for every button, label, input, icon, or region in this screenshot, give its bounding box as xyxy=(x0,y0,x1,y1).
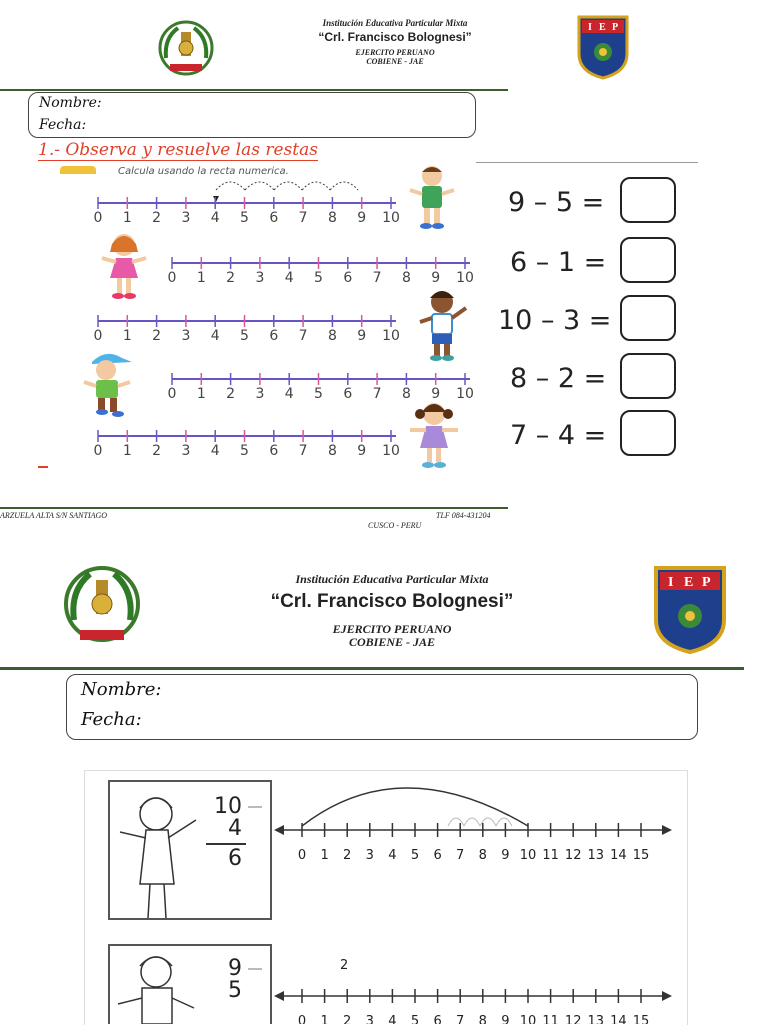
tick-label-l2-6: 6 xyxy=(343,270,353,286)
svg-text:P: P xyxy=(702,575,711,590)
tick-label-p2-l2-3: 3 xyxy=(365,1014,374,1024)
divider-line xyxy=(476,162,698,163)
tick-label-l5-8: 8 xyxy=(327,443,337,459)
result-1: 6 xyxy=(228,846,242,871)
number-lines-page2 xyxy=(270,770,680,1024)
tick-label-l3-5: 5 xyxy=(240,328,249,344)
tick-label-p2-l1-14: 14 xyxy=(610,848,627,863)
tick-label-p2-l1-13: 13 xyxy=(587,848,605,863)
tick-label-l3-2: 2 xyxy=(152,328,162,344)
tick-label-l1-1: 1 xyxy=(122,210,132,226)
tick-label-l5-0: 0 xyxy=(93,443,103,459)
tick-label-l4-5: 5 xyxy=(314,386,323,402)
tick-label-p2-l2-4: 4 xyxy=(388,1014,397,1024)
tick-label-l1-3: 3 xyxy=(181,210,191,226)
hand-note: 2 xyxy=(340,958,349,973)
tick-label-p2-l1-5: 5 xyxy=(410,848,420,863)
tick-label-l1-2: 2 xyxy=(152,210,162,226)
school-name: “Crl. Francisco Bolognesi” xyxy=(318,30,472,44)
tick-label-l5-1: 1 xyxy=(122,443,132,459)
tick-label-p2-l1-4: 4 xyxy=(388,848,397,863)
subtrahend-1: 4 xyxy=(228,816,242,841)
tick-label-l2-1: 1 xyxy=(196,270,206,286)
svg-text:E: E xyxy=(684,575,694,590)
tick-label-l3-0: 0 xyxy=(93,328,103,344)
tick-label-l2-10: 10 xyxy=(456,270,474,286)
dash-1 xyxy=(248,806,262,808)
school-name-2: “Crl. Francisco Bolognesi” xyxy=(270,591,514,612)
equation-2: 6 – 1 = xyxy=(510,247,607,278)
tick-label-p2-l2-15: 15 xyxy=(632,1014,650,1024)
answer-box-2[interactable] xyxy=(620,237,676,283)
institution-type-2: Institución Educativa Particular Mixta xyxy=(295,572,489,586)
tick-label-p2-l2-5: 5 xyxy=(410,1014,420,1024)
tick-label-l3-7: 7 xyxy=(298,328,308,344)
tick-label-l2-8: 8 xyxy=(401,270,411,286)
name-date-box-2 xyxy=(66,674,698,740)
tick-label-l1-5: 5 xyxy=(240,210,249,226)
tick-label-p2-l2-1: 1 xyxy=(320,1014,329,1024)
answer-box-4[interactable] xyxy=(620,353,676,399)
tick-label-p2-l1-12: 12 xyxy=(564,848,582,863)
answer-box-5[interactable] xyxy=(620,410,676,456)
equation-1: 9 – 5 = xyxy=(508,187,605,218)
minuend-1: 10 xyxy=(214,794,242,819)
svg-text:I: I xyxy=(588,22,592,33)
tick-label-l5-4: 4 xyxy=(210,443,220,459)
tick-label-p2-l2-12: 12 xyxy=(564,1014,582,1024)
tick-label-p2-l2-8: 8 xyxy=(478,1014,487,1024)
girl-pointing-icon xyxy=(112,784,202,926)
girl-purple-dress-icon xyxy=(404,400,464,470)
name-date-box xyxy=(28,92,476,138)
footer-address: ARZUELA ALTA S/N SANTIAGO xyxy=(0,511,108,520)
svg-text:P: P xyxy=(612,22,619,33)
equation-3: 10 – 3 = xyxy=(498,305,612,336)
tick-label-p2-l2-2: 2 xyxy=(343,1014,352,1024)
name-label-2: Nombre: xyxy=(81,679,162,700)
region-name-2: COBIENE - JAE xyxy=(348,635,436,650)
tick-label-l3-3: 3 xyxy=(181,328,191,344)
region-name: COBIENE - JAE xyxy=(366,56,424,66)
tick-label-l5-7: 7 xyxy=(298,443,308,459)
army-seal-icon-2 xyxy=(60,560,144,654)
tick-label-l5-9: 9 xyxy=(357,443,367,459)
tick-label-p2-l2-6: 6 xyxy=(433,1014,442,1024)
boy-blue-shirt-icon xyxy=(414,288,470,362)
tick-label-p2-l1-10: 10 xyxy=(519,848,537,863)
tick-label-l1-8: 8 xyxy=(327,210,337,226)
girl-pink-dress-icon xyxy=(96,232,152,300)
tick-label-p2-l2-14: 14 xyxy=(610,1014,627,1024)
tick-label-l3-9: 9 xyxy=(357,328,367,344)
school-header-text xyxy=(290,18,500,67)
tick-label-l4-1: 1 xyxy=(196,386,206,402)
tick-label-p2-l1-1: 1 xyxy=(320,848,329,863)
subtrahend-2: 5 xyxy=(228,978,242,1003)
tick-label-l3-6: 6 xyxy=(269,328,279,344)
svg-text:E: E xyxy=(599,22,606,33)
army-name-2: EJERCITO PERUANO xyxy=(332,622,452,636)
tick-label-l4-2: 2 xyxy=(226,386,236,402)
footer-city: CUSCO - PERU xyxy=(368,521,422,530)
sum-line-1 xyxy=(206,843,246,845)
tick-label-l2-0: 0 xyxy=(167,270,177,286)
tick-label-p2-l2-9: 9 xyxy=(501,1014,510,1024)
school-badge-icon-2 xyxy=(652,564,728,656)
tick-label-l1-6: 6 xyxy=(269,210,279,226)
tick-label-l5-2: 2 xyxy=(152,443,162,459)
tick-label-l4-6: 6 xyxy=(343,386,353,402)
boy-reading-icon xyxy=(112,948,202,1024)
footer-phone: TLF 084-431204 xyxy=(436,511,491,520)
tick-label-p2-l1-6: 6 xyxy=(433,848,442,863)
tick-label-l3-8: 8 xyxy=(327,328,337,344)
tick-label-l2-3: 3 xyxy=(255,270,265,286)
tick-label-l3-1: 1 xyxy=(122,328,132,344)
tick-label-p2-l2-7: 7 xyxy=(456,1014,465,1024)
equation-5: 7 – 4 = xyxy=(510,420,607,451)
tick-label-l5-5: 5 xyxy=(240,443,249,459)
tick-label-l5-6: 6 xyxy=(269,443,279,459)
number-line-1 xyxy=(98,182,396,203)
instruction-title: 1.- Observa y resuelve las restas xyxy=(38,140,318,160)
tick-label-l1-9: 9 xyxy=(357,210,367,226)
tick-label-l1-10: 10 xyxy=(382,210,400,226)
svg-text:I: I xyxy=(668,575,674,590)
tick-label-l4-3: 3 xyxy=(255,386,265,402)
tick-label-l2-9: 9 xyxy=(431,270,441,286)
footer-rule xyxy=(0,507,508,509)
tick-label-l4-8: 8 xyxy=(401,386,411,402)
minuend-2: 9 xyxy=(228,956,242,981)
army-seal-icon xyxy=(156,18,216,80)
boy-cap-icon xyxy=(78,348,140,418)
header-rule-2 xyxy=(0,667,744,670)
tick-label-p2-l1-15: 15 xyxy=(632,848,650,863)
tick-label-p2-l1-11: 11 xyxy=(542,848,559,863)
tick-label-p2-l2-13: 13 xyxy=(587,1014,605,1024)
tick-label-p2-l2-11: 11 xyxy=(542,1014,559,1024)
tick-label-l4-10: 10 xyxy=(456,386,474,402)
name-label: Nombre: xyxy=(39,95,102,111)
tick-label-p2-l1-0: 0 xyxy=(297,848,307,863)
army-name: EJERCITO PERUANO xyxy=(355,48,435,57)
tick-label-l3-10: 10 xyxy=(382,328,400,344)
tick-label-l1-7: 7 xyxy=(298,210,308,226)
tick-label-p2-l2-0: 0 xyxy=(297,1014,307,1024)
header-rule xyxy=(0,89,508,91)
date-label: Fecha: xyxy=(39,117,87,133)
tick-label-l4-0: 0 xyxy=(167,386,177,402)
tick-label-p2-l1-8: 8 xyxy=(478,848,487,863)
tick-label-p2-l1-3: 3 xyxy=(365,848,374,863)
tick-label-l2-7: 7 xyxy=(372,270,382,286)
tick-label-l3-4: 4 xyxy=(210,328,220,344)
tick-label-l5-10: 10 xyxy=(382,443,400,459)
boy-green-overalls-icon xyxy=(404,164,460,230)
school-badge-icon xyxy=(576,14,630,80)
tick-label-l5-3: 3 xyxy=(181,443,191,459)
institution-type: Institución Educativa Particular Mixta xyxy=(322,18,468,28)
tick-label-l2-2: 2 xyxy=(226,270,236,286)
tick-label-p2-l1-9: 9 xyxy=(501,848,510,863)
answer-box-3[interactable] xyxy=(620,295,676,341)
tick-label-p2-l1-7: 7 xyxy=(456,848,465,863)
date-label-2: Fecha: xyxy=(81,709,142,730)
tick-label-p2-l1-2: 2 xyxy=(343,848,352,863)
tick-label-l4-7: 7 xyxy=(372,386,382,402)
equation-4: 8 – 2 = xyxy=(510,363,607,394)
dash-2 xyxy=(248,968,262,970)
sub-instruction: Calcula usando la recta numerica. xyxy=(118,166,289,177)
tick-label-l4-4: 4 xyxy=(284,386,294,402)
tick-label-l1-0: 0 xyxy=(93,210,103,226)
tick-label-l1-4: 4 xyxy=(210,210,220,226)
answer-box-1[interactable] xyxy=(620,177,676,223)
tick-label-l2-5: 5 xyxy=(314,270,323,286)
school-header-text-2 xyxy=(252,572,532,649)
tick-label-p2-l2-10: 10 xyxy=(519,1014,537,1024)
tick-label-l2-4: 4 xyxy=(284,270,294,286)
tick-label-l4-9: 9 xyxy=(431,386,441,402)
